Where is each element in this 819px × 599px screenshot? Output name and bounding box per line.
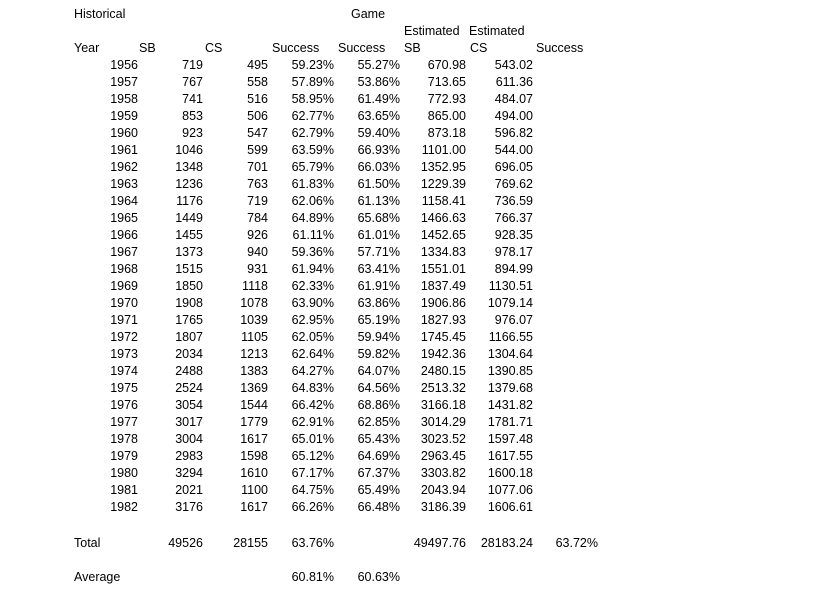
cell-year: 1956: [110, 58, 138, 72]
cell-success-game: 65.68%: [357, 211, 400, 225]
cell-success-game: 53.86%: [357, 75, 400, 89]
cell-est-cs: 611.36: [495, 75, 533, 89]
cell-success-game: 67.37%: [357, 466, 400, 480]
cell-year: 1963: [110, 177, 138, 191]
cell-est-sb: 1551.01: [420, 262, 466, 276]
cell-sb: 1176: [176, 194, 203, 208]
average-label: Average: [74, 570, 121, 584]
cell-est-cs: 928.35: [494, 228, 533, 242]
cell-est-sb: 2043.94: [420, 483, 466, 497]
header-est-sb: SB: [404, 41, 421, 55]
cell-cs: 516: [247, 92, 268, 106]
cell-sb: 1807: [175, 330, 203, 344]
total-est-cs: 28183.24: [480, 536, 533, 550]
cell-sb: 2021: [175, 483, 203, 497]
cell-success-game: 59.40%: [357, 126, 400, 140]
cell-success-historical: 64.75%: [291, 483, 334, 497]
cell-cs: 1544: [240, 398, 268, 412]
header-cs: CS: [205, 41, 223, 55]
cell-success-game: 63.65%: [357, 109, 400, 123]
header-game: Game: [351, 7, 386, 21]
cell-cs: 1213: [240, 347, 268, 361]
average-success-historical: 60.81%: [291, 570, 334, 584]
cell-cs: 1078: [240, 296, 268, 310]
cell-est-cs: 696.05: [494, 160, 533, 174]
cell-est-cs: 976.07: [494, 313, 533, 327]
cell-est-cs: 1379.68: [487, 381, 533, 395]
cell-success-historical: 65.12%: [291, 449, 334, 463]
cell-cs: 926: [247, 228, 268, 242]
cell-success-historical: 62.77%: [291, 109, 334, 123]
cell-est-sb: 873.18: [427, 126, 466, 140]
cell-sb: 2488: [175, 364, 203, 378]
cell-cs: 558: [247, 75, 268, 89]
cell-year: 1980: [110, 466, 138, 480]
cell-cs: 1617: [240, 432, 268, 446]
cell-cs: 1610: [240, 466, 268, 480]
cell-year: 1974: [110, 364, 138, 378]
cell-success-game: 59.82%: [357, 347, 400, 361]
cell-sb: 1449: [175, 211, 203, 225]
header-estimated-cs: Estimated: [469, 24, 525, 38]
cell-year: 1967: [110, 245, 138, 259]
cell-sb: 2983: [175, 449, 203, 463]
cell-est-cs: 1304.64: [487, 347, 533, 361]
cell-est-sb: 1352.95: [420, 160, 466, 174]
cell-est-cs: 1431.82: [487, 398, 533, 412]
cell-est-sb: 2480.15: [420, 364, 466, 378]
cell-success-game: 63.41%: [357, 262, 400, 276]
cell-est-sb: 3303.82: [420, 466, 466, 480]
cell-cs: 931: [247, 262, 268, 276]
cell-success-historical: 62.64%: [291, 347, 334, 361]
cell-success-game: 64.69%: [357, 449, 400, 463]
cell-cs: 940: [247, 245, 268, 259]
cell-year: 1982: [110, 500, 138, 514]
cell-est-cs: 736.59: [494, 194, 533, 208]
cell-est-cs: 1597.48: [487, 432, 533, 446]
cell-success-game: 61.50%: [357, 177, 400, 191]
cell-sb: 3176: [175, 500, 203, 514]
cell-success-historical: 64.83%: [291, 381, 334, 395]
cell-success-game: 68.86%: [357, 398, 400, 412]
cell-success-historical: 67.17%: [291, 466, 334, 480]
cell-est-sb: 3014.29: [420, 415, 466, 429]
cell-sb: 3017: [175, 415, 203, 429]
cell-est-cs: 1390.85: [487, 364, 533, 378]
cell-cs: 1369: [240, 381, 268, 395]
cell-sb: 1046: [175, 143, 203, 157]
cell-est-sb: 1466.63: [420, 211, 466, 225]
cell-est-cs: 1079.14: [487, 296, 533, 310]
cell-est-sb: 670.98: [427, 58, 466, 72]
cell-cs: 763: [247, 177, 268, 191]
cell-success-game: 62.85%: [357, 415, 400, 429]
cell-year: 1964: [110, 194, 138, 208]
cell-success-game: 61.49%: [357, 92, 400, 106]
cell-est-sb: 1745.45: [420, 330, 466, 344]
total-sb: 49526: [168, 536, 203, 550]
cell-cs: 495: [247, 58, 268, 72]
header-success-game: Success: [338, 41, 386, 55]
cell-cs: 1617: [240, 500, 268, 514]
cell-cs: 547: [247, 126, 268, 140]
cell-est-sb: 1837.49: [420, 279, 466, 293]
cell-success-game: 65.49%: [357, 483, 400, 497]
cell-year: 1957: [110, 75, 138, 89]
cell-year: 1972: [110, 330, 138, 344]
cell-est-sb: 2963.45: [420, 449, 466, 463]
cell-est-cs: 769.62: [494, 177, 533, 191]
cell-est-sb: 1229.39: [420, 177, 466, 191]
cell-est-cs: 1617.55: [487, 449, 533, 463]
total-label: Total: [74, 536, 101, 550]
cell-year: 1981: [110, 483, 138, 497]
cell-cs: 1105: [241, 330, 268, 344]
cell-year: 1968: [110, 262, 138, 276]
cell-est-cs: 1600.18: [487, 466, 533, 480]
cell-success-historical: 58.95%: [291, 92, 334, 106]
cell-success-game: 59.94%: [357, 330, 400, 344]
cell-success-historical: 64.27%: [291, 364, 334, 378]
cell-success-game: 64.07%: [357, 364, 400, 378]
cell-est-sb: 1827.93: [420, 313, 466, 327]
total-cs: 28155: [233, 536, 268, 550]
cell-cs: 1598: [240, 449, 268, 463]
cell-est-cs: 1781.71: [487, 415, 533, 429]
total-success-historical: 63.76%: [291, 536, 334, 550]
cell-year: 1969: [110, 279, 138, 293]
cell-est-sb: 3186.39: [420, 500, 466, 514]
cell-est-sb: 772.93: [427, 92, 466, 106]
cell-est-sb: 1942.36: [420, 347, 466, 361]
cell-cs: 1118: [242, 279, 268, 293]
cell-sb: 3004: [175, 432, 203, 446]
cell-success-game: 57.71%: [357, 245, 400, 259]
cell-success-historical: 66.42%: [291, 398, 334, 412]
cell-success-historical: 61.11%: [292, 228, 334, 242]
header-estimated-sb: Estimated: [404, 24, 460, 38]
cell-sb: 853: [182, 109, 203, 123]
cell-est-cs: 1166.55: [488, 330, 533, 344]
cell-success-historical: 59.36%: [291, 245, 334, 259]
cell-cs: 719: [247, 194, 268, 208]
cell-est-cs: 494.00: [494, 109, 533, 123]
cell-est-sb: 2513.32: [420, 381, 466, 395]
cell-sb: 1765: [175, 313, 203, 327]
cell-success-game: 66.48%: [357, 500, 400, 514]
cell-success-game: 66.03%: [357, 160, 400, 174]
cell-success-historical: 62.05%: [291, 330, 334, 344]
cell-est-sb: 1452.65: [420, 228, 466, 242]
cell-est-cs: 543.02: [494, 58, 533, 72]
cell-success-historical: 62.06%: [291, 194, 334, 208]
header-historical: Historical: [74, 7, 126, 21]
cell-est-sb: 3023.52: [420, 432, 466, 446]
cell-year: 1965: [110, 211, 138, 225]
cell-success-historical: 57.89%: [291, 75, 334, 89]
cell-success-historical: 62.33%: [291, 279, 334, 293]
cell-success-historical: 65.01%: [291, 432, 334, 446]
header-success-estimated: Success: [536, 41, 584, 55]
cell-year: 1971: [110, 313, 138, 327]
cell-est-sb: 1906.86: [420, 296, 466, 310]
cell-sb: 1373: [175, 245, 203, 259]
cell-year: 1973: [110, 347, 138, 361]
cell-success-historical: 62.79%: [291, 126, 334, 140]
cell-sb: 923: [182, 126, 203, 140]
cell-year: 1970: [110, 296, 138, 310]
cell-success-historical: 63.90%: [291, 296, 334, 310]
cell-est-sb: 713.65: [427, 75, 466, 89]
cell-success-historical: 65.79%: [291, 160, 334, 174]
cell-sb: 1455: [175, 228, 203, 242]
cell-year: 1962: [110, 160, 138, 174]
cell-sb: 741: [182, 92, 203, 106]
average-success-game: 60.63%: [357, 570, 400, 584]
cell-cs: 599: [247, 143, 268, 157]
cell-est-cs: 596.82: [494, 126, 533, 140]
cell-est-cs: 766.37: [494, 211, 533, 225]
cell-success-game: 61.01%: [357, 228, 400, 242]
cell-cs: 1039: [240, 313, 268, 327]
cell-est-sb: 1334.83: [420, 245, 466, 259]
cell-sb: 2034: [175, 347, 203, 361]
cell-sb: 1515: [175, 262, 203, 276]
cell-success-game: 61.13%: [357, 194, 400, 208]
header-sb: SB: [139, 41, 156, 55]
cell-sb: 767: [182, 75, 203, 89]
cell-est-cs: 1077.06: [487, 483, 533, 497]
cell-success-game: 66.93%: [357, 143, 400, 157]
cell-year: 1979: [110, 449, 138, 463]
cell-sb: 1348: [175, 160, 203, 174]
cell-year: 1975: [110, 381, 138, 395]
cell-success-game: 63.86%: [357, 296, 400, 310]
cell-cs: 701: [247, 160, 268, 174]
cell-est-sb: 1101.00: [421, 143, 466, 157]
header-success-historical: Success: [272, 41, 320, 55]
cell-success-historical: 62.91%: [291, 415, 334, 429]
cell-est-cs: 1606.61: [487, 500, 533, 514]
total-success-estimated: 63.72%: [555, 536, 598, 550]
cell-sb: 3294: [175, 466, 203, 480]
cell-success-historical: 62.95%: [291, 313, 334, 327]
cell-year: 1959: [110, 109, 138, 123]
cell-est-sb: 865.00: [427, 109, 466, 123]
cell-est-cs: 894.99: [494, 262, 533, 276]
cell-cs: 1383: [240, 364, 268, 378]
cell-est-sb: 1158.41: [421, 194, 466, 208]
cell-success-game: 55.27%: [357, 58, 400, 72]
cell-success-game: 61.91%: [357, 279, 400, 293]
total-est-sb: 49497.76: [413, 536, 466, 550]
cell-year: 1958: [110, 92, 138, 106]
cell-sb: 1236: [175, 177, 203, 191]
cell-sb: 1908: [175, 296, 203, 310]
cell-cs: 1779: [240, 415, 268, 429]
header-est-cs: CS: [470, 41, 488, 55]
cell-sb: 719: [182, 58, 203, 72]
cell-year: 1961: [110, 143, 138, 157]
cell-year: 1960: [110, 126, 138, 140]
cell-year: 1966: [110, 228, 138, 242]
cell-success-historical: 66.26%: [291, 500, 334, 514]
cell-success-game: 65.19%: [357, 313, 400, 327]
cell-success-game: 64.56%: [357, 381, 400, 395]
cell-year: 1976: [110, 398, 138, 412]
cell-sb: 2524: [175, 381, 203, 395]
cell-est-cs: 484.07: [494, 92, 533, 106]
cell-success-historical: 63.59%: [291, 143, 334, 157]
cell-cs: 1100: [241, 483, 268, 497]
cell-sb: 3054: [175, 398, 203, 412]
cell-year: 1978: [110, 432, 138, 446]
cell-est-cs: 544.00: [494, 143, 533, 157]
cell-success-historical: 64.89%: [291, 211, 334, 225]
cell-est-sb: 3166.18: [420, 398, 466, 412]
cell-success-historical: 59.23%: [291, 58, 334, 72]
cell-success-historical: 61.94%: [291, 262, 334, 276]
cell-sb: 1850: [175, 279, 203, 293]
cell-cs: 784: [247, 211, 268, 225]
cell-success-game: 65.43%: [357, 432, 400, 446]
cell-year: 1977: [110, 415, 138, 429]
cell-cs: 506: [247, 109, 268, 123]
cell-est-cs: 1130.51: [488, 279, 533, 293]
cell-success-historical: 61.83%: [291, 177, 334, 191]
header-year: Year: [74, 41, 100, 55]
cell-est-cs: 978.17: [494, 245, 533, 259]
